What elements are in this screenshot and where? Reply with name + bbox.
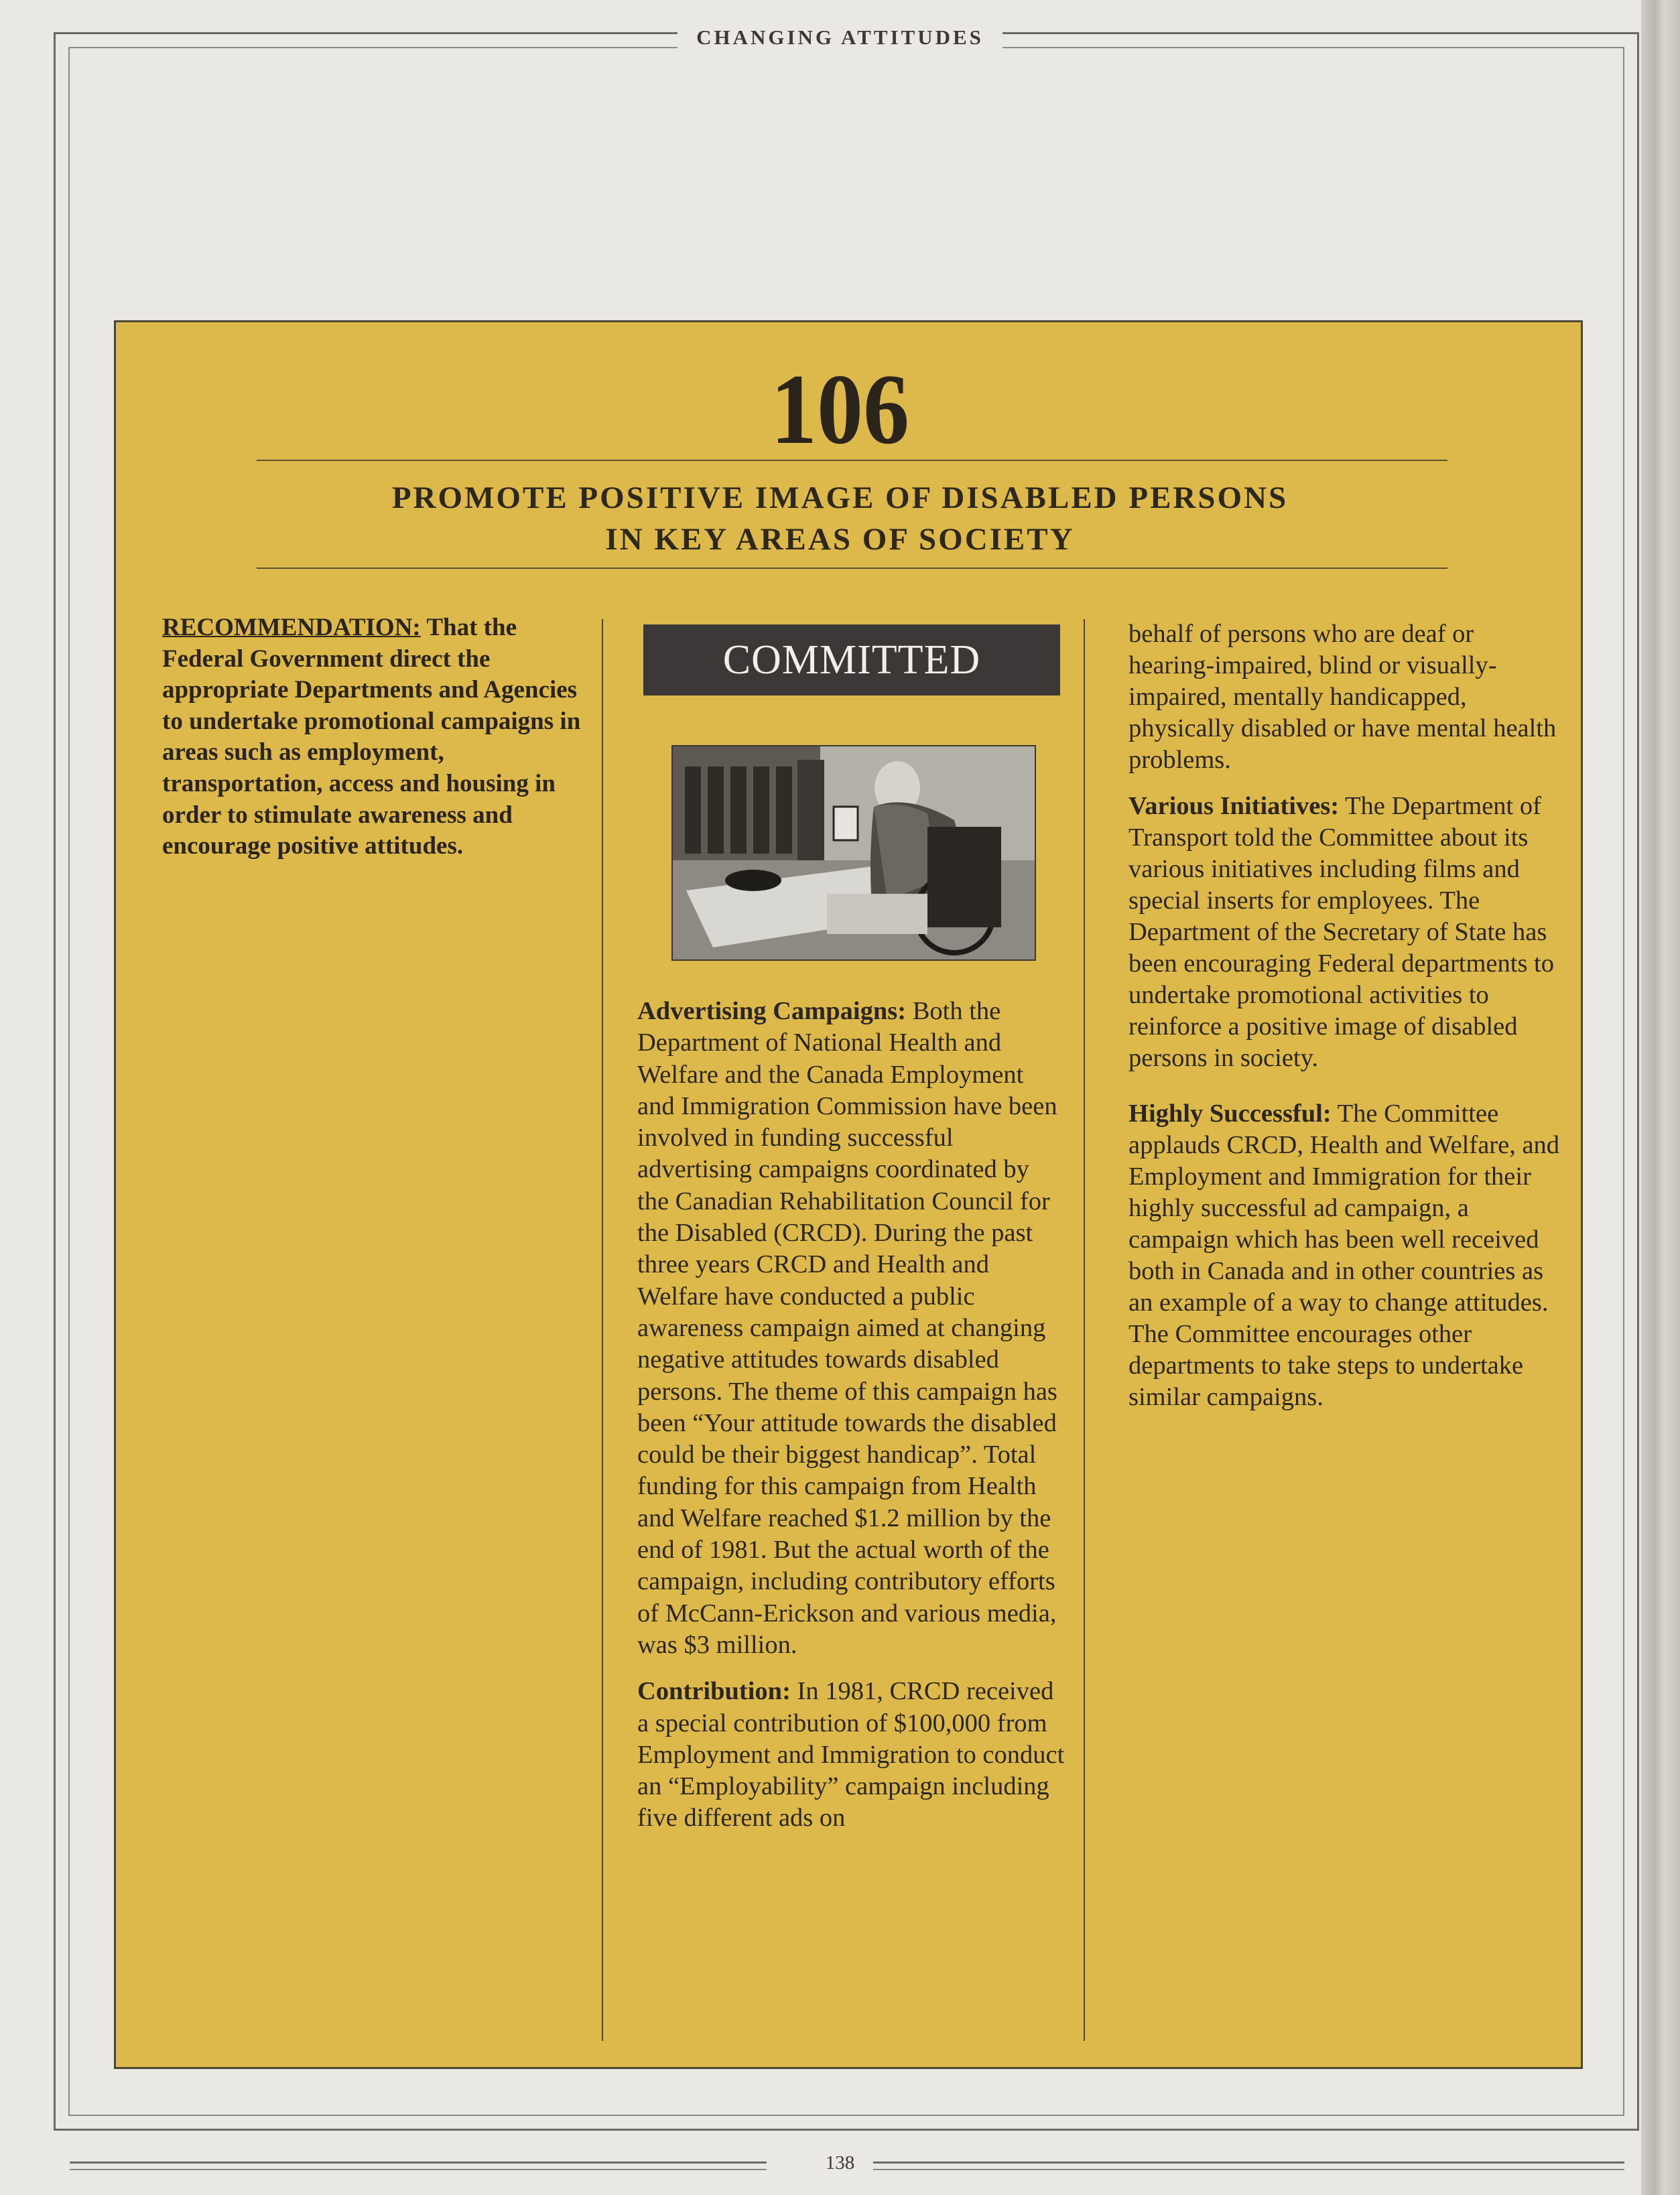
section-heading: Contribution:: [637, 1677, 791, 1706]
section-advertising: [637, 996, 1066, 1661]
page-edge: [1641, 0, 1680, 2195]
running-head: [0, 25, 1680, 50]
recommendation-body: That the Federal Government direct the appropriate Departments and Agencies to undertake promotional campaigns in areas such as employment, transportation, access and housing in order to stimulate awareness and encourage positive attitudes.: [162, 614, 581, 860]
column-divider-left: [602, 619, 603, 2041]
photo: [671, 745, 1036, 961]
title-line-1: PROMOTE POSITIVE IMAGE OF DISABLED PERSONS: [391, 480, 1289, 515]
section-body: In 1981, CRCD received a special contribution of $100,000 from Employment and Immigration to conduct an “Employability” campaign including five different ads on: [637, 1677, 1065, 1833]
section-heading: Various Initiatives:: [1128, 792, 1340, 820]
title-line-2: IN KEY AREAS OF SOCIETY: [605, 522, 1075, 557]
section-highly-successful: [1128, 1098, 1564, 1413]
section-contribution-continued: behalf of persons who are deaf or hearing-impaired, blind or visually-impaired, mentally handicapped, physically disabled or have mental health problems.: [1128, 620, 1557, 774]
section-various-initiatives: [1128, 791, 1564, 1074]
section-heading: Advertising Campaigns:: [637, 997, 907, 1025]
recommendation-title: [0, 477, 1680, 560]
section-body: The Department of Transport told the Committee about its various initiatives including films and special inserts for employees. The Department of the Secretary of State has been encouraging Federal departments to undertake promotional activities to reinforce a positive image of disabled persons in society.: [1128, 792, 1555, 1072]
title-rule-top: [257, 460, 1447, 461]
column-divider-right: [1084, 619, 1085, 2041]
status-badge: COMMITTED: [643, 624, 1060, 695]
recommendation-label: RECOMMENDATION:: [162, 614, 421, 641]
title-rule-bottom: [257, 568, 1447, 569]
column-middle: [637, 996, 1066, 1835]
photo-man-in-wheelchair-icon: [673, 746, 1035, 959]
recommendation-number: 106: [771, 354, 909, 465]
recommendation-text: [162, 612, 591, 862]
section-body: Both the Department of National Health and Welfare and the Canada Employment and Immigration Commission have been involved in funding successful advertising campaigns coordinated by the Canadian Rehabilitation Council for the Disabled (CRCD). During the past three years CRCD and Health and Welfare have conducted a public awareness campaign aimed at changing negative attitudes towards disabled persons. The theme of this campaign has been “Your attitude towards the disabled could be their biggest handicap”. Total funding for this campaign from Health and Welfare reached $1.2 million by the end of 1981. But the actual worth of the campaign, including contributory efforts of McCann-Erickson and various media, was $3 million.: [637, 997, 1057, 1659]
section-body: The Committee applauds CRCD, Health and Welfare, and Employment and Immigration for their highly successful ad campaign, a campaign which has been well received both in Canada and in other countries as an example of a way to change attitudes. The Committee encourages other departments to take steps to undertake similar campaigns.: [1128, 1100, 1560, 1411]
page-number: [0, 2152, 1680, 2174]
section-heading: Highly Successful:: [1128, 1100, 1332, 1128]
section-contribution: [637, 1676, 1066, 1834]
column-right: [1128, 618, 1564, 1413]
running-head-text: CHANGING ATTITUDES: [677, 25, 1003, 50]
page-number-text: 138: [807, 2152, 874, 2174]
